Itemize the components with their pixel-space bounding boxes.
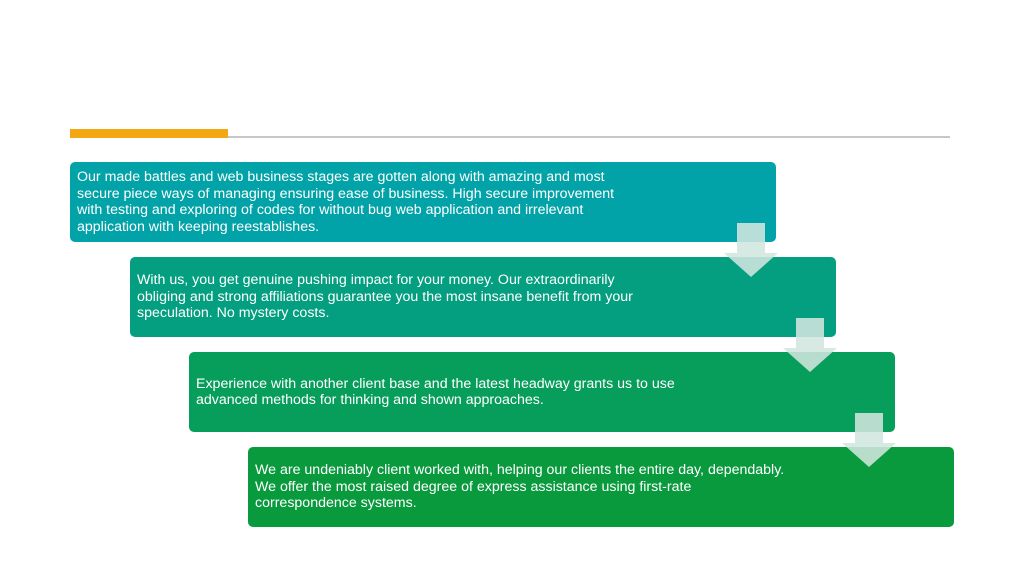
title-rule: [228, 136, 950, 138]
down-arrow-icon: [842, 413, 896, 467]
down-arrow-icon: [724, 223, 778, 277]
accent-bar: [70, 129, 228, 138]
step-1-text: Our made battles and web business stages are gotten along with amazing and most secure piece ways of managing ensuring ease of business. High secure improvement with testing and exploring of codes for without bug web application and irrelevant application with keeping reestablishes.: [77, 169, 615, 235]
down-arrow-icon: [783, 318, 837, 372]
step-2-text: With us, you get genuine pushing impact for your money. Our extraordinarily obliging and strong affiliations guarantee you the most insane benefit from your speculation. No mystery costs.: [137, 272, 633, 322]
step-4-text: We are undeniably client worked with, helping our clients the entire day, dependably. We offer the most raised degree of express assistance using first-rate correspondence systems.: [255, 462, 785, 512]
step-3-text: Experience with another client base and the latest headway grants us to use advanced methods for thinking and shown approaches.: [196, 375, 675, 408]
step-1-box: [70, 162, 776, 242]
